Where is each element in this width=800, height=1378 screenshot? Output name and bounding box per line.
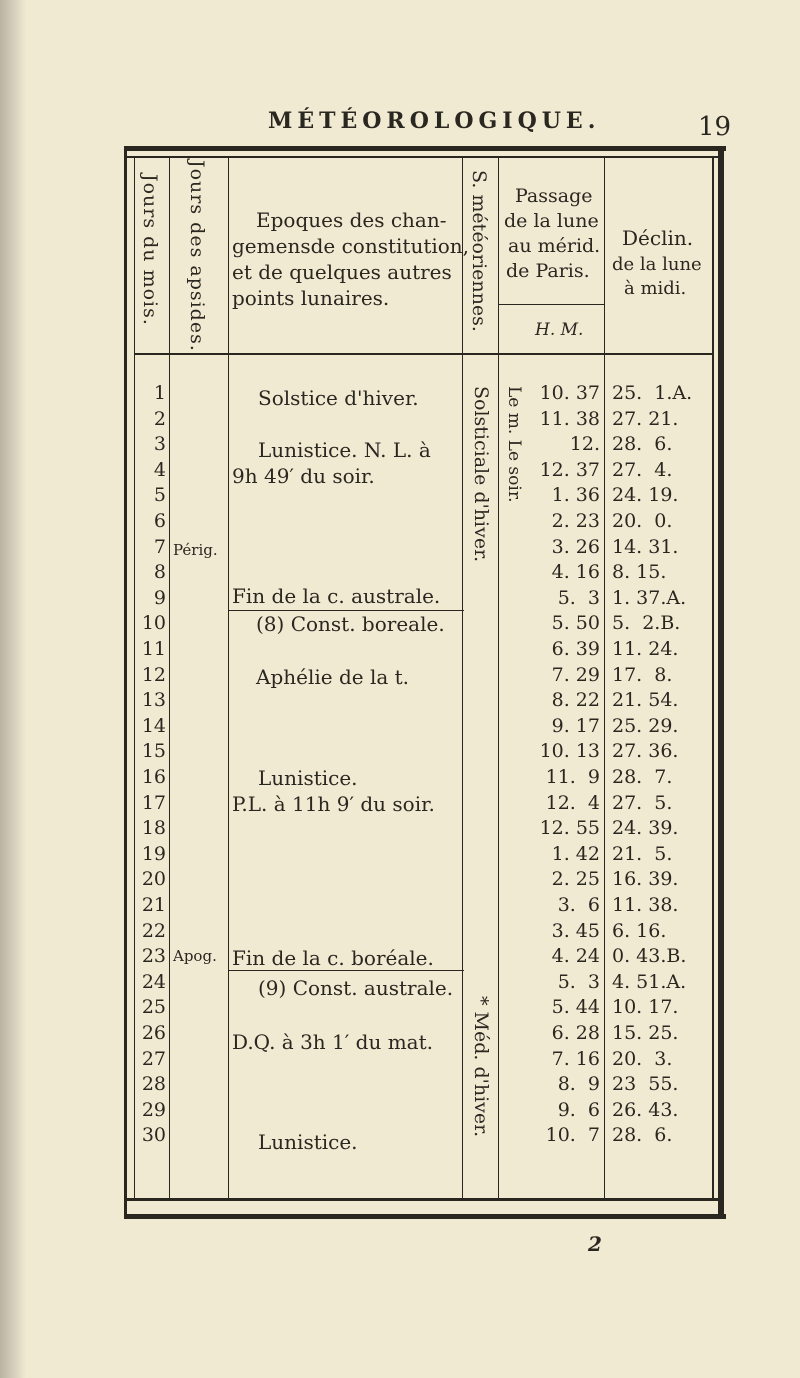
signature-mark: 2 <box>588 1232 602 1256</box>
passage-cell: 5. 3 <box>557 587 600 609</box>
passage-cell: 3. 45 <box>551 920 600 942</box>
day-cell: 28 <box>141 1073 166 1095</box>
passage-cell: 6. 28 <box>551 1022 600 1044</box>
declination-cell: 4. 51.A. <box>612 971 687 993</box>
apsis-perigee: Périg. <box>173 541 218 559</box>
day-cell: 19 <box>141 843 166 865</box>
declination-cell: 0. 43.B. <box>612 945 687 967</box>
passage-cell: 2. 23 <box>551 510 600 532</box>
event-text: Lunistice. <box>258 1130 358 1154</box>
day-cell: 1 <box>153 382 166 404</box>
passage-cell: 5. 44 <box>551 996 600 1018</box>
event-text: Solstice d'hiver. <box>258 386 419 410</box>
passage-cell: 3. 6 <box>557 894 600 916</box>
passage-cell: 2. 25 <box>551 868 600 890</box>
passage-cell: 10. 7 <box>545 1124 600 1146</box>
declination-cell: 28. 6. <box>612 1124 673 1146</box>
header-epochs-line: Epoques des chan- <box>256 208 447 232</box>
day-cell: 23 <box>141 945 166 967</box>
day-cell: 22 <box>141 920 166 942</box>
header-declination-line: de la lune <box>612 254 702 275</box>
declination-cell: 15. 25. <box>612 1022 679 1044</box>
day-cell: 29 <box>141 1099 166 1121</box>
declination-cell: 20. 0. <box>612 510 673 532</box>
passage-cell: 9. 17 <box>551 715 600 737</box>
header-meteoric: S. météoriennes. <box>468 170 490 332</box>
event-text: D.Q. à 3h 1′ du mat. <box>232 1030 433 1054</box>
declination-cell: 25. 1.A. <box>612 382 693 404</box>
declination-cell: 21. 5. <box>612 843 673 865</box>
declination-cell: 20. 3. <box>612 1048 673 1070</box>
declination-cell: 28. 7. <box>612 766 673 788</box>
header-passage-line: Passage <box>515 185 593 207</box>
passage-cell: 12. 37 <box>539 459 600 481</box>
passage-cell: 1. 42 <box>551 843 600 865</box>
event-text: Aphélie de la t. <box>256 665 410 689</box>
day-cell: 12 <box>141 664 166 686</box>
declination-cell: 11. 24. <box>612 638 679 660</box>
declination-cell: 10. 17. <box>612 996 679 1018</box>
event-text: 9h 49′ du soir. <box>232 464 375 488</box>
header-passage-line: de Paris. <box>506 260 590 282</box>
passage-cell: 7. 16 <box>551 1048 600 1070</box>
running-head: MÉTÉOROLOGIQUE. <box>268 108 601 134</box>
declination-cell: 27. 36. <box>612 740 679 762</box>
declination-cell: 26. 43. <box>612 1099 679 1121</box>
header-declination-line: à midi. <box>624 278 687 299</box>
day-cell: 16 <box>141 766 166 788</box>
day-cell: 10 <box>141 612 166 634</box>
declination-cell: 27. 4. <box>612 459 673 481</box>
declination-cell: 23 55. <box>612 1073 679 1095</box>
declination-cell: 27. 21. <box>612 408 679 430</box>
header-epochs-line: gemensde constitution, <box>232 234 470 258</box>
day-cell: 7 <box>153 536 166 558</box>
day-cell: 14 <box>141 715 166 737</box>
passage-cell: 11. 9 <box>545 766 600 788</box>
passage-cell: 8. 22 <box>551 689 600 711</box>
day-cell: 30 <box>141 1124 166 1146</box>
passage-cell: 3. 26 <box>551 536 600 558</box>
day-cell: 21 <box>141 894 166 916</box>
passage-cell: 12. 4 <box>545 792 600 814</box>
meteoric-note-lower: * Méd. d'hiver. <box>470 996 492 1138</box>
declination-cell: 14. 31. <box>612 536 679 558</box>
declination-cell: 27. 5. <box>612 792 673 814</box>
page-gutter <box>0 0 26 1378</box>
declination-cell: 21. 54. <box>612 689 679 711</box>
passage-cell: 10. 37 <box>539 382 600 404</box>
page-number: 19 <box>698 112 732 142</box>
event-text: P.L. à 11h 9′ du soir. <box>232 792 435 816</box>
declination-cell: 28. 6. <box>612 433 673 455</box>
passage-cell: 9. 6 <box>557 1099 600 1121</box>
event-text: Lunistice. <box>258 766 358 790</box>
header-passage-line: de la lune <box>504 210 599 232</box>
declination-cell: 5. 2.B. <box>612 612 681 634</box>
event-text: (8) Const. boreale. <box>256 612 445 636</box>
day-cell: 20 <box>141 868 166 890</box>
declination-cell: 17. 8. <box>612 664 673 686</box>
passage-cell: 7. 29 <box>551 664 600 686</box>
passage-cell: 8. 9 <box>557 1073 600 1095</box>
header-days: Jours du mois. <box>139 174 161 326</box>
passage-cell: 4. 16 <box>551 561 600 583</box>
day-cell: 18 <box>141 817 166 839</box>
day-cell: 3 <box>153 433 166 455</box>
meteoric-note-upper: Solsticiale d'hiver. <box>470 386 492 563</box>
transit-note: Le m. Le soir. <box>504 386 524 503</box>
day-cell: 2 <box>153 408 166 430</box>
event-text: Fin de la c. australe. <box>232 584 441 608</box>
day-cell: 5 <box>153 484 166 506</box>
declination-cell: 8. 15. <box>612 561 667 583</box>
event-text: Fin de la c. boréale. <box>232 946 434 970</box>
declination-cell: 24. 39. <box>612 817 679 839</box>
header-epochs-line: points lunaires. <box>232 286 390 310</box>
passage-cell: 1. 36 <box>551 484 600 506</box>
day-cell: 26 <box>141 1022 166 1044</box>
day-cell: 6 <box>153 510 166 532</box>
declination-cell: 11. 38. <box>612 894 679 916</box>
declination-cell: 16. 39. <box>612 868 679 890</box>
passage-cell: 5. 3 <box>557 971 600 993</box>
event-text: (9) Const. australe. <box>258 976 454 1000</box>
passage-cell: 11. 38 <box>539 408 600 430</box>
day-cell: 25 <box>141 996 166 1018</box>
passage-cell: 12. 55 <box>539 817 600 839</box>
declination-cell: 24. 19. <box>612 484 679 506</box>
header-passage-line: au mérid. <box>508 235 601 257</box>
declination-cell: 6. 16. <box>612 920 667 942</box>
passage-cell: 4. 24 <box>551 945 600 967</box>
day-cell: 27 <box>141 1048 166 1070</box>
header-apsides: Jours des apsides. <box>186 160 208 352</box>
passage-cell: 12. <box>569 433 600 455</box>
header-epochs-line: et de quelques autres <box>232 260 452 284</box>
passage-cell: 6. 39 <box>551 638 600 660</box>
day-cell: 13 <box>141 689 166 711</box>
header-hm: H. M. <box>535 320 584 340</box>
apsis-apogee: Apog. <box>173 947 217 965</box>
header-declination-line: Déclin. <box>622 226 694 250</box>
day-cell: 9 <box>153 587 166 609</box>
passage-cell: 5. 50 <box>551 612 600 634</box>
day-cell: 15 <box>141 740 166 762</box>
day-cell: 24 <box>141 971 166 993</box>
day-cell: 8 <box>153 561 166 583</box>
declination-cell: 1. 37.A. <box>612 587 687 609</box>
day-cell: 11 <box>141 638 166 660</box>
passage-cell: 10. 13 <box>539 740 600 762</box>
day-cell: 17 <box>141 792 166 814</box>
day-cell: 4 <box>153 459 166 481</box>
event-text: Lunistice. N. L. à <box>258 438 431 462</box>
declination-cell: 25. 29. <box>612 715 679 737</box>
